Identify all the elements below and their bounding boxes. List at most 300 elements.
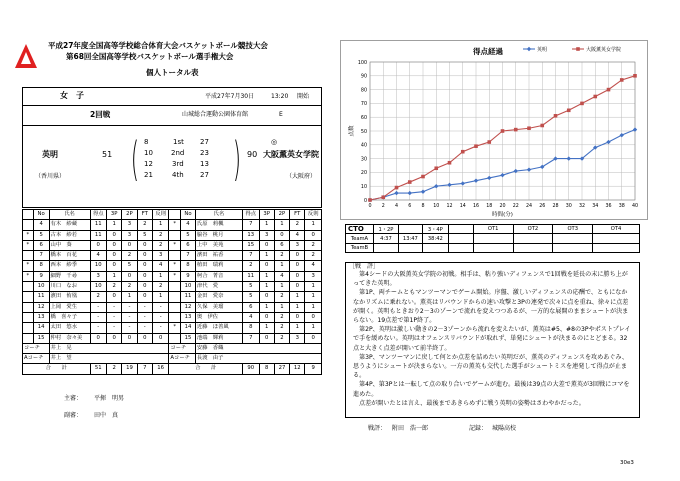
away-player-name: 津代 愛 (195, 282, 242, 292)
table-row (23, 220, 322, 230)
away-data-point (607, 88, 611, 92)
home-player-stat: 0 (106, 333, 121, 343)
cto-cell (422, 243, 448, 252)
away-player-stat: 2 (274, 323, 289, 333)
commentary-paragraph: 点差が開いたとは言え、最後まであきらめずに戦う英明の姿勢はさわやかだった。 (359, 399, 585, 407)
home-score: 51 (102, 150, 113, 159)
quarter-4-home: 21 (144, 171, 153, 179)
home-player-name: 濱田 侑凰 (49, 292, 90, 302)
winner-mark: ◎ (271, 138, 278, 146)
home-player-name: 古本 紗若 (49, 230, 90, 240)
home-player-stat: - (122, 312, 137, 322)
away-player-stat (169, 302, 181, 312)
home-player-stat (23, 292, 34, 302)
away-player-stat: 1 (259, 271, 274, 281)
home-player-stat: 2 (152, 230, 168, 240)
y-tick-label: 20 (360, 171, 367, 177)
away-data-point (434, 166, 438, 170)
away-player-stat: 3 (305, 271, 322, 281)
commentary-text (353, 270, 631, 408)
x-axis-label: 時間(分) (492, 212, 513, 218)
away-player-stat: 0 (259, 240, 274, 250)
away-player-stat: 1 (290, 292, 305, 302)
away-player-stat: 0 (290, 312, 305, 322)
cto-header-row (346, 225, 640, 234)
x-tick-label: 34 (592, 204, 599, 209)
away-coach-label: コーチ (169, 343, 196, 353)
away-player-stat: 11 (243, 271, 259, 281)
column-header: FT (137, 210, 152, 220)
home-player-stat: 0 (122, 271, 137, 281)
away-player-stat: 2 (243, 261, 259, 271)
away-player-stat: 1 (305, 302, 322, 312)
home-player-stat: 2 (152, 282, 168, 292)
away-data-point (381, 195, 385, 199)
away-player-stat: 1 (274, 302, 289, 312)
column-header: 2P (122, 210, 137, 220)
home-player-stat (23, 251, 34, 261)
home-player-stat: 0 (137, 251, 152, 261)
home-player-name: 有木 紗蔵 (49, 220, 90, 230)
cto-cell: CTO (346, 225, 374, 234)
away-data-point (593, 95, 597, 99)
column-header: No (33, 210, 49, 220)
cto-cell: 38:42 (422, 234, 448, 243)
referee-name: 平揮 明男 (94, 395, 125, 402)
home-player-stat: 2 (122, 282, 137, 292)
writer-label: 戦評： (368, 425, 387, 432)
start-label: 開始 (297, 93, 310, 100)
home-player-name: 上岡 愛生 (49, 302, 90, 312)
commentary-label: ［戦 評］ (349, 263, 380, 270)
cto-cell (398, 225, 422, 234)
away-player-stat: 1 (305, 282, 322, 292)
star-col-header (169, 210, 181, 220)
cto-cell (448, 243, 473, 252)
home-coach-name: 井上 晃 (49, 343, 169, 353)
cto-cell (448, 225, 473, 234)
away-data-point (620, 78, 624, 82)
x-tick-label: 30 (565, 204, 572, 209)
away-player-stat: 7 (243, 251, 259, 261)
home-player-stat: 0 (106, 230, 121, 240)
home-player-name: 山中 葵 (49, 240, 90, 250)
home-player-stat: 11 (90, 230, 106, 240)
quarter-3-home: 12 (144, 160, 153, 168)
y-tick-label: 70 (360, 102, 367, 108)
home-player-stat: 3 (90, 271, 106, 281)
home-player-stat: 0 (106, 240, 121, 250)
home-player-stat: 9 (33, 271, 49, 281)
away-data-point (421, 175, 425, 179)
home-player-stat: 15 (33, 333, 49, 343)
column-header: 3P (106, 210, 121, 220)
away-player-stat: * (169, 261, 181, 271)
away-player-stat: 1 (305, 220, 322, 230)
event-title-line1: 平成27年度全国高等学校総合体育大会バスケットボール競技大会 (48, 41, 268, 50)
away-data-point (501, 129, 505, 133)
away-player-stat: 4 (243, 312, 259, 322)
player-table-header (23, 210, 322, 220)
home-player-stat: - (152, 312, 168, 322)
away-total-value: 12 (290, 364, 305, 374)
home-player-name: 川口 なお (49, 282, 90, 292)
home-player-stat: - (90, 312, 106, 322)
x-tick-label: 6 (408, 204, 412, 209)
away-player-stat: 15 (181, 333, 196, 343)
away-player-stat: 2 (305, 240, 322, 250)
x-tick-label: 24 (525, 204, 533, 209)
home-player-stat: - (106, 312, 121, 322)
away-player-stat: 1 (259, 323, 274, 333)
cto-cell (593, 234, 640, 243)
home-player-stat: 2 (152, 240, 168, 250)
x-tick-label: 28 (552, 204, 559, 209)
away-player-stat: 8 (243, 323, 259, 333)
away-data-point (461, 150, 465, 154)
home-player-stat: 0 (106, 292, 121, 302)
cto-cell (553, 234, 593, 243)
away-player-stat: 0 (290, 282, 305, 292)
commentary-paragraph: 第4シードの大阪薫英女学院の初戦。相手は、粘り強いディフェンスで1回戦を延長の末に勝ち上がってきた英明。 (353, 271, 628, 288)
home-player-stat: 0 (106, 251, 121, 261)
recorder-name: 城陽高校 (492, 425, 517, 432)
home-player-stat: 0 (137, 282, 152, 292)
home-player-stat: 3 (122, 220, 137, 230)
home-player-stat (23, 333, 34, 343)
home-player-stat: 0 (106, 261, 121, 271)
cto-cell (373, 243, 398, 252)
coach-row (23, 354, 322, 364)
home-coach-label: コーチ (23, 343, 50, 353)
home-player-stat (23, 323, 34, 333)
home-total-value: 19 (122, 364, 137, 374)
commentary-paragraph: 第2P、英明は激しい動きの2－3ゾーンから流れを変えたいが、薫英は#5、#8の3Pやポストプレイで手を緩めない。英明はオフェンスリバウンドが取れず、単発にシュートが決まるのにとどまる。32点と大きく点差が開いて前半終了。 (353, 326, 631, 352)
home-player-stat: - (90, 323, 106, 333)
venue-name: 山城総合運動公園体育館 (182, 111, 249, 118)
away-player-stat: * (169, 323, 181, 333)
home-player-stat: * (23, 240, 34, 250)
home-player-stat: - (137, 302, 152, 312)
home-player-stat: - (152, 323, 168, 333)
home-total-value: 16 (152, 364, 168, 374)
away-player-name: 上中 美苑 (195, 240, 242, 250)
away-player-stat: 4 (305, 261, 322, 271)
away-player-stat (169, 230, 181, 240)
x-tick-label: 38 (618, 204, 625, 209)
y-axis-label: 点数 (349, 125, 355, 137)
home-player-name: 橋本 百花 (49, 251, 90, 261)
cto-cell (398, 243, 422, 252)
star-col-header (23, 210, 34, 220)
x-tick-label: 12 (446, 204, 453, 209)
cto-team-b-row (346, 243, 640, 252)
away-player-stat: 7 (243, 220, 259, 230)
away-player-stat: 1 (274, 282, 289, 292)
away-player-stat: 0 (274, 230, 289, 240)
away-player-stat: 15 (243, 240, 259, 250)
table-row (23, 251, 322, 261)
home-player-stat: 4 (152, 261, 168, 271)
away-coach-name: 安藤 香織 (195, 343, 321, 353)
home-player-stat: 10 (90, 282, 106, 292)
cto-cell (448, 234, 473, 243)
home-player-stat: - (122, 323, 137, 333)
tournament-logo-icon (14, 43, 38, 69)
quarter-2-label: 2nd (171, 149, 185, 157)
home-player-stat (23, 220, 34, 230)
cto-cell (513, 234, 553, 243)
home-player-stat: 13 (33, 312, 49, 322)
column-header: 得点 (90, 210, 106, 220)
home-player-stat: - (90, 302, 106, 312)
total-row (23, 364, 322, 374)
table-row (23, 240, 322, 250)
home-player-stat: 5 (122, 261, 137, 271)
home-prefecture: （香川県） (35, 173, 66, 180)
away-player-stat: 1 (274, 220, 289, 230)
away-player-stat: 3 (290, 333, 305, 343)
home-player-stat: 1 (152, 292, 168, 302)
away-total-value: 8 (259, 364, 274, 374)
cto-cell (553, 243, 593, 252)
away-player-name: 脇谷 桃月 (195, 230, 242, 240)
home-total-value: 7 (137, 364, 152, 374)
cto-cell: 13:47 (398, 234, 422, 243)
away-data-point (633, 74, 637, 78)
away-data-point (580, 102, 584, 106)
chart-frame (341, 41, 648, 220)
away-player-stat: 2 (274, 333, 289, 343)
home-player-stat: 2 (122, 251, 137, 261)
commentary-paragraph: 第4P、第3Pとは一転して点の取り合いでゲームが進む。最後は39点の大差で薫英が3回戦にコマを進めた。 (353, 381, 630, 398)
home-player-name: 細野 千尋 (49, 271, 90, 281)
away-player-stat: 0 (305, 230, 322, 240)
away-player-stat: 8 (181, 261, 196, 271)
home-player-stat: - (152, 302, 168, 312)
page-number: 30e3 (620, 460, 634, 466)
umpire-label: 副審： (64, 412, 83, 419)
away-player-stat: 11 (181, 292, 196, 302)
home-player-stat: 0 (122, 333, 137, 343)
y-tick-label: 100 (357, 60, 367, 66)
home-player-stat: 0 (137, 292, 152, 302)
x-tick-label: 26 (539, 204, 546, 209)
away-player-stat: 1 (305, 323, 322, 333)
cto-cell: TeamA (346, 234, 374, 243)
away-player-stat: 0 (305, 333, 322, 343)
away-player-stat: 4 (181, 220, 196, 230)
quarter-4-away: 27 (200, 171, 209, 179)
home-player-stat: - (106, 302, 121, 312)
home-player-stat: 3 (122, 230, 137, 240)
away-player-stat: 2 (274, 251, 289, 261)
away-player-stat: 1 (290, 323, 305, 333)
column-header: 3P (259, 210, 274, 220)
away-player-stat: 7 (243, 333, 259, 343)
score-progression-chart (340, 40, 648, 220)
away-player-stat: 6 (181, 240, 196, 250)
away-player-stat: 13 (243, 230, 259, 240)
home-player-stat: 0 (137, 271, 152, 281)
away-player-name: 柯合 菁音 (195, 271, 242, 281)
away-player-stat: 9 (181, 271, 196, 281)
away-player-stat: 0 (259, 333, 274, 343)
away-player-stat: 1 (259, 302, 274, 312)
referee-label: 主審： (64, 395, 83, 402)
column-header: 反則 (152, 210, 168, 220)
away-player-stat: 6 (243, 302, 259, 312)
cto-team-a-row (346, 234, 640, 243)
home-player-stat: 1 (152, 271, 168, 281)
home-team-name: 英明 (42, 150, 58, 159)
away-player-stat: 2 (274, 292, 289, 302)
cto-cell: OT4 (593, 225, 640, 234)
legend-entry: 大阪薫英女学院 (586, 46, 622, 53)
home-player-stat: 2 (90, 292, 106, 302)
quarter-2-away: 23 (200, 149, 209, 157)
home-player-stat: 5 (33, 230, 49, 240)
home-player-stat: 3 (152, 251, 168, 261)
home-player-stat: * (23, 271, 34, 281)
home-player-stat: 1 (122, 292, 137, 302)
away-total-value: 27 (274, 364, 289, 374)
away-player-stat: 6 (274, 240, 289, 250)
away-data-point (527, 126, 531, 130)
away-score: 90 (247, 150, 258, 159)
quarter-1-label: 1st (173, 138, 184, 146)
away-player-stat: 1 (290, 302, 305, 312)
away-player-stat: 0 (305, 312, 322, 322)
home-player-stat: 0 (137, 240, 152, 250)
umpire-name: 田中 真 (94, 412, 119, 419)
cto-cell: TeamB (346, 243, 374, 252)
home-player-stat: * (23, 261, 34, 271)
column-header: 氏名 (195, 210, 242, 220)
away-data-point (395, 186, 399, 190)
away-data-point (474, 144, 478, 148)
cto-cell: OT2 (513, 225, 553, 234)
cto-table (345, 224, 640, 253)
away-data-point (514, 128, 518, 132)
commentary-paragraph: 第1P、両チームともマンツーマンでゲーム開始。序盤、激しいディフェンスの応酬で、ともになかなかリズムに乗れない。薫英はリバウンドからの速い攻撃と3Pの連発で次々に点を重ね、徐々に点差が開く。英明もときおり2－3のゾーンで流れを変えつつあるが、一方的な展開のままシュートが決まらない。19点差で第1P終了。 (353, 289, 629, 325)
column-header: 2P (274, 210, 289, 220)
home-player-stat: 1 (106, 220, 121, 230)
away-player-stat: 1 (274, 261, 289, 271)
away-player-stat: 0 (290, 251, 305, 261)
away-player-stat: 0 (290, 261, 305, 271)
table-row (23, 333, 322, 343)
home-player-stat (23, 312, 34, 322)
table-row (23, 282, 322, 292)
x-tick-label: 16 (472, 204, 480, 209)
away-player-name: 近藤 ほ善風 (195, 323, 242, 333)
away-player-stat: 0 (259, 261, 274, 271)
away-player-stat: 1 (259, 282, 274, 292)
home-player-name: 太田 悠水 (49, 323, 90, 333)
cto-cell: OT1 (473, 225, 513, 234)
home-player-stat: - (122, 302, 137, 312)
home-player-stat: 0 (137, 333, 152, 343)
away-player-stat: 10 (181, 282, 196, 292)
away-player-stat: * (169, 271, 181, 281)
away-data-point (554, 114, 558, 118)
away-data-point (487, 140, 491, 144)
home-player-stat: 12 (33, 302, 49, 312)
cto-cell: 4:37 (373, 234, 398, 243)
cto-cell (473, 243, 513, 252)
x-tick-label: 4 (394, 204, 399, 209)
away-data-point (368, 198, 372, 202)
y-tick-label: 30 (360, 157, 367, 163)
table-row (23, 230, 322, 240)
bracket-left-icon: ( (130, 132, 140, 186)
home-total-label: 合 計 (23, 364, 91, 374)
writer-name: 附田 浩一郎 (392, 425, 429, 432)
table-row (23, 271, 322, 281)
home-player-stat: * (23, 230, 34, 240)
x-tick-label: 32 (578, 204, 586, 209)
away-player-stat: 5 (243, 292, 259, 302)
player-stats-table (22, 209, 322, 375)
home-player-stat: 2 (137, 220, 152, 230)
away-player-name: 植田 瑞莉 (195, 261, 242, 271)
away-team-name: 大阪薫英女学院 (263, 150, 319, 159)
home-player-stat: 2 (106, 282, 121, 292)
home-player-name: 仲村 奈々美 (49, 333, 90, 343)
away-data-point (540, 124, 544, 128)
away-player-name: 久保 美瑠 (195, 302, 242, 312)
away-player-stat: 4 (290, 230, 305, 240)
x-tick-label: 10 (433, 204, 440, 209)
home-player-stat: 0 (137, 261, 152, 271)
home-player-stat: 0 (90, 333, 106, 343)
home-player-stat: - (106, 323, 121, 333)
quarter-2-home: 10 (144, 149, 153, 157)
away-prefecture: （大阪府） (286, 173, 317, 180)
column-header: 反則 (305, 210, 322, 220)
home-player-stat: 4 (90, 251, 106, 261)
legend-marker (576, 47, 580, 51)
game-time: 13:20 (271, 93, 289, 100)
column-header: FT (290, 210, 305, 220)
home-player-stat: 1 (152, 220, 168, 230)
x-tick-label: 40 (631, 204, 639, 209)
home-player-stat: 0 (90, 240, 106, 250)
away-player-stat: 14 (181, 323, 196, 333)
away-player-name: 奥 伊佐 (195, 312, 242, 322)
away-player-stat: 3 (259, 230, 274, 240)
away-player-stat: 5 (243, 282, 259, 292)
away-data-point (448, 161, 452, 165)
table-row (23, 312, 322, 322)
table-row (23, 323, 322, 333)
home-total-value: 51 (90, 364, 106, 374)
table-row (23, 302, 322, 312)
home-coach-label: Aコーチ (23, 354, 50, 364)
away-player-stat (169, 292, 181, 302)
x-tick-label: 36 (605, 204, 612, 209)
division-label: 女 子 (60, 91, 84, 100)
table-row (23, 292, 322, 302)
away-player-stat: 1 (259, 251, 274, 261)
away-player-name: 金田 愛奈 (195, 292, 242, 302)
y-tick-label: 10 (360, 185, 367, 190)
y-tick-label: 80 (360, 88, 367, 94)
away-total-label: 合 計 (169, 364, 243, 374)
x-tick-label: 20 (499, 204, 506, 209)
recorder-label: 記録： (469, 425, 488, 432)
